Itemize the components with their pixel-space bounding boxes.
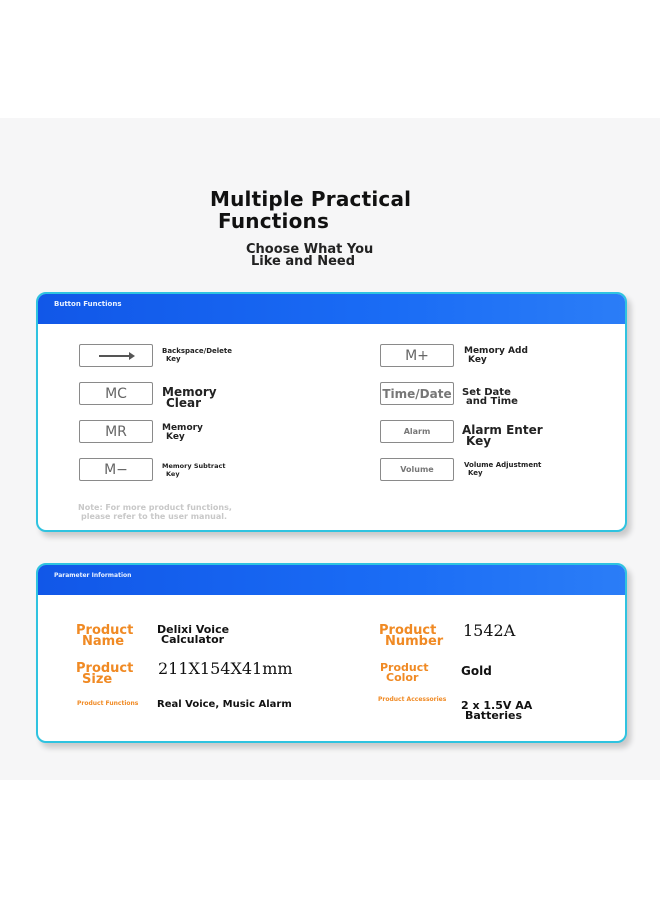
volume-key: Volume — [380, 458, 454, 481]
desc-line-2: Clear — [166, 396, 202, 410]
user-manual-note — [78, 503, 232, 521]
desc-line-2: Key — [166, 432, 185, 442]
label-line-2: Name — [82, 634, 125, 649]
product-number-value: 1542A — [463, 621, 516, 640]
parameter-information-panel — [36, 563, 627, 743]
label-line-2: Number — [385, 634, 444, 649]
memory-recall-desc — [162, 424, 203, 442]
subtitle-line-2: Like and Need — [251, 254, 356, 269]
value-line-2: Batteries — [465, 709, 522, 722]
desc-line-1: Memory — [162, 385, 217, 399]
product-functions-value: Real Voice, Music Alarm — [157, 699, 292, 710]
value-line-1: 2 x 1.5V AA — [461, 699, 533, 712]
memory-add-desc — [464, 347, 528, 365]
page-title — [210, 188, 411, 232]
memory-recall-key: MR — [79, 420, 153, 443]
product-size-value: 211X154X41mm — [158, 659, 293, 678]
product-accessories-value — [461, 701, 532, 721]
title-line-2: Functions — [218, 209, 330, 233]
time-date-key: Time/Date — [380, 382, 454, 405]
desc-line-2: Key — [166, 355, 181, 363]
button-functions-header — [38, 294, 625, 324]
desc-line-1: Backspace/Delete — [162, 347, 233, 355]
desc-line-1: Memory Subtract — [162, 462, 226, 470]
value-line-2: Calculator — [161, 633, 225, 646]
backspace-key — [79, 344, 153, 367]
alarm-key-desc — [462, 425, 543, 447]
memory-subtract-key: M− — [79, 458, 153, 481]
desc-line-1: Set Date — [462, 387, 511, 398]
memory-clear-key: MC — [79, 382, 153, 405]
button-functions-panel — [36, 292, 627, 532]
parameter-information-header-text: Parameter Information — [54, 572, 132, 579]
product-name-value — [157, 625, 229, 645]
label-line-1: Product — [76, 623, 134, 638]
desc-line-2: Key — [468, 469, 483, 477]
desc-line-1: Alarm Enter — [462, 423, 543, 437]
alarm-key: Alarm — [380, 420, 454, 443]
product-accessories-label: Product Accessories — [378, 696, 447, 703]
parameter-information-header — [38, 565, 625, 595]
desc-line-2: and Time — [466, 396, 518, 407]
product-color-label — [380, 663, 429, 683]
product-number-label — [379, 625, 443, 647]
memory-subtract-desc — [162, 462, 225, 478]
button-functions-header-text: Button Functions — [54, 300, 122, 308]
product-name-label — [76, 625, 133, 647]
volume-key-desc — [464, 461, 541, 477]
label-line-1: Product — [380, 661, 429, 674]
note-line-1: Note: For more product functions, — [78, 503, 232, 512]
value-line-1: Delixi Voice — [157, 623, 230, 636]
desc-line-2: Key — [166, 470, 180, 478]
product-color-value: Gold — [461, 664, 492, 678]
desc-line-1: Memory — [162, 423, 203, 433]
product-functions-label: Product Functions — [77, 700, 139, 707]
product-size-label — [76, 663, 133, 685]
label-line-2: Color — [386, 671, 419, 684]
right-arrow-icon — [99, 355, 133, 357]
label-line-2: Size — [82, 672, 113, 687]
label-line-1: Product — [379, 623, 437, 638]
page-subtitle — [246, 244, 373, 268]
note-line-2: please refer to the user manual. — [81, 512, 228, 521]
desc-line-2: Key — [466, 434, 492, 448]
time-date-desc — [462, 388, 518, 406]
title-line-1: Multiple Practical — [210, 187, 412, 211]
desc-line-2: Key — [468, 355, 487, 365]
subtitle-line-1: Choose What You — [246, 242, 374, 257]
backspace-key-desc — [162, 347, 232, 363]
memory-clear-desc — [162, 387, 217, 409]
label-line-1: Product — [76, 661, 134, 676]
desc-line-1: Memory Add — [464, 346, 528, 356]
desc-line-1: Volume Adjustment — [464, 461, 542, 469]
memory-add-key: M+ — [380, 344, 454, 367]
